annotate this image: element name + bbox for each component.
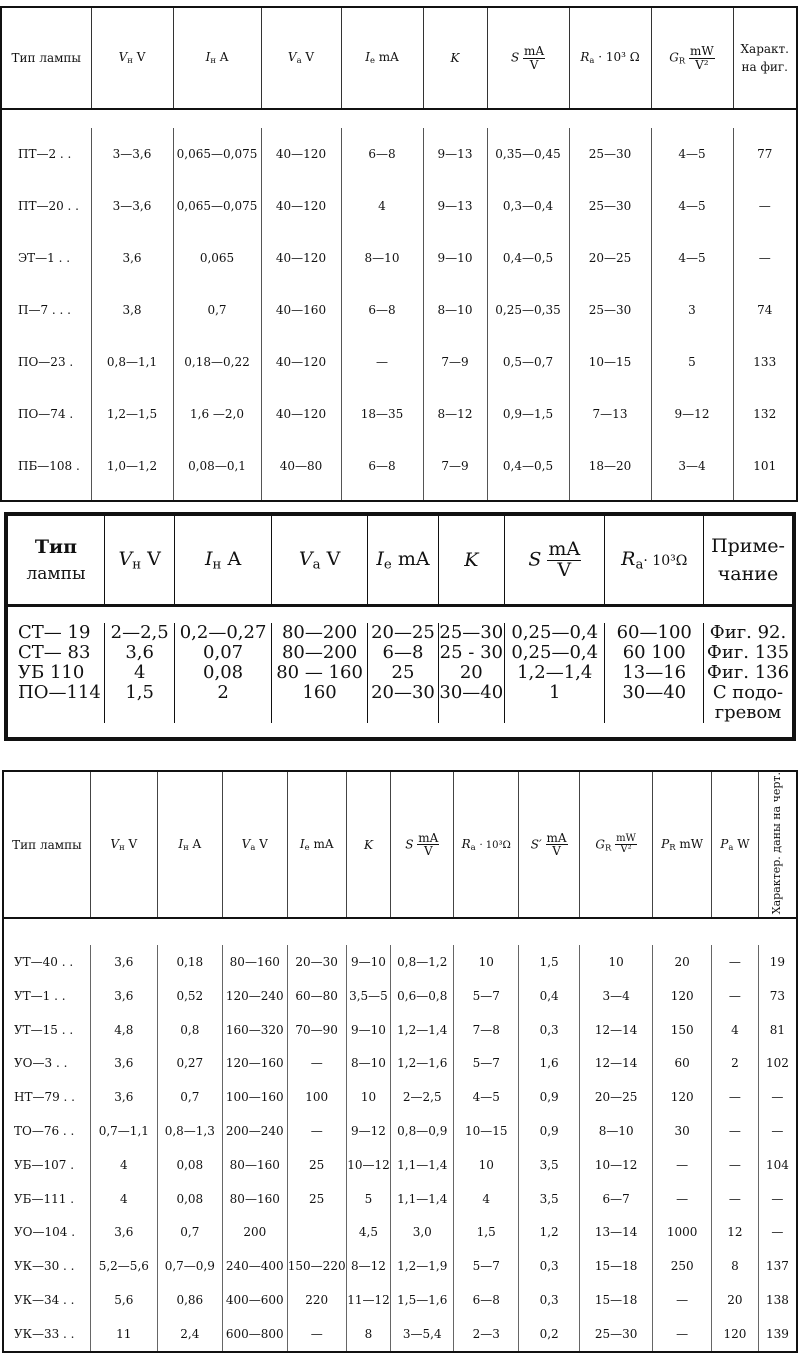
- table-cell: 3,5: [519, 1148, 580, 1182]
- header-lamp-type: Тип лампы: [3, 771, 90, 918]
- header-s: S $\frac{mA}{V}$: [391, 771, 454, 918]
- table-cell: 600—800: [222, 1317, 287, 1352]
- header-s: S $\frac{mA}{V}$: [504, 514, 605, 606]
- table-cell: 0,065—0,075: [173, 180, 261, 232]
- table-cell: 0,065: [173, 232, 261, 284]
- table-cell: —: [712, 1114, 759, 1148]
- table-cell: 0,7: [157, 1216, 222, 1250]
- table-cell: 9—13: [423, 128, 487, 180]
- table-cell: 25: [287, 1182, 346, 1216]
- lamp-type-cell: ПБ—108 .: [18, 459, 80, 473]
- table-cell: —: [758, 1080, 797, 1114]
- table-cell: 3—5,4: [391, 1317, 454, 1352]
- header-char-drawing: Характер. даны на черт.: [758, 771, 797, 918]
- table-cell: 138: [758, 1283, 797, 1317]
- table-cell: 6—8: [454, 1283, 519, 1317]
- table-cell: 200: [222, 1216, 287, 1250]
- table-cell: 20—25: [569, 232, 651, 284]
- table-cell: 5: [651, 336, 733, 388]
- table-cell: 9—12: [651, 388, 733, 440]
- table-cell: 8—12: [423, 388, 487, 440]
- table-cell: 139: [758, 1317, 797, 1352]
- lamp-type-cell: УТ—15 . .: [14, 1022, 74, 1037]
- table-cell: 150: [653, 1013, 712, 1047]
- table-cell: 4—5: [651, 180, 733, 232]
- table-cell: 9—13: [423, 180, 487, 232]
- header-k: K: [423, 7, 487, 109]
- table-row: [3, 1283, 797, 1317]
- table-cell: 6—8: [341, 284, 423, 336]
- table-row: [1, 180, 797, 232]
- table-cell: 0,8—1,2: [391, 945, 454, 979]
- header-pr: $P_R$ mW: [653, 771, 712, 918]
- table-cell: 1,2—1,6: [391, 1047, 454, 1081]
- header-vn: $V_н$ V: [91, 7, 173, 109]
- table-cell: 3,5—5: [346, 979, 391, 1013]
- table-cell: 3,8: [91, 284, 173, 336]
- table-cell: 3—4: [580, 979, 653, 1013]
- table-cell: 10—12: [346, 1148, 391, 1182]
- header-ie: $I_e$ mA: [368, 514, 438, 606]
- lamp-type-cell: ПТ—2 . .: [18, 147, 72, 161]
- table-cell: 0,08: [157, 1148, 222, 1182]
- table-cell: 60: [653, 1047, 712, 1081]
- table-cell: 3,6: [90, 1047, 157, 1081]
- table-cell: 4—5: [651, 128, 733, 180]
- table-cell: 80—160: [222, 945, 287, 979]
- table-cell: 40—120: [261, 232, 341, 284]
- header-ra: $R_a\cdot 10^3\Omega$: [605, 514, 704, 606]
- header-in: $I_н$ A: [175, 514, 271, 606]
- table-cell: 20: [712, 1283, 759, 1317]
- table-cell: 20—30: [287, 945, 346, 979]
- table-cell: 240—400: [222, 1249, 287, 1283]
- table-cell: 4,8: [90, 1013, 157, 1047]
- header-gr: $G_R$ $\frac{mW}{\text{V²}}$: [580, 771, 653, 918]
- table-cell: —: [733, 232, 797, 284]
- table-cell: —: [712, 979, 759, 1013]
- col-va: 80—200 80—200 80 — 160 160: [271, 623, 367, 723]
- lamp-type-cell: ЭТ—1 . .: [18, 251, 71, 265]
- table-cell: 120—160: [222, 1047, 287, 1081]
- lamp-type-cell: П—7 . . .: [18, 303, 71, 317]
- header-ra: $R_a \cdot 10^3\Omega$: [454, 771, 519, 918]
- table-cell: 0,7—0,9: [157, 1249, 222, 1283]
- table-cell: 2—2,5: [391, 1080, 454, 1114]
- header-gr: $G_R$ $\frac{mW}{\text{V²}}$: [651, 7, 733, 109]
- header-in: $I_н$ A: [173, 7, 261, 109]
- table-cell: 25—30: [569, 284, 651, 336]
- table-cell: 18—20: [569, 440, 651, 501]
- table-cell: 0,2: [519, 1317, 580, 1352]
- table-cell: 220: [287, 1283, 346, 1317]
- table-cell: 0,4—0,5: [487, 232, 569, 284]
- table-cell: 8—10: [580, 1114, 653, 1148]
- table-cell: 25—30: [580, 1317, 653, 1352]
- table-cell: —: [758, 1182, 797, 1216]
- table-cell: 0,7—1,1: [90, 1114, 157, 1148]
- table-cell: 60—80: [287, 979, 346, 1013]
- table-cell: 0,8—0,9: [391, 1114, 454, 1148]
- table-cell: 0,8—1,3: [157, 1114, 222, 1148]
- table-row: [1, 440, 797, 501]
- table-cell: 8—10: [341, 232, 423, 284]
- table-cell: 120: [653, 1080, 712, 1114]
- table-cell: 10: [346, 1080, 391, 1114]
- table-cell: —: [733, 180, 797, 232]
- table-cell: 0,9: [519, 1080, 580, 1114]
- table-cell: 0,08—0,1: [173, 440, 261, 501]
- table-cell: 0,4—0,5: [487, 440, 569, 501]
- table-cell: 7—13: [569, 388, 651, 440]
- table-cell: 9—12: [346, 1114, 391, 1148]
- table-cell: 120: [712, 1317, 759, 1352]
- table-cell: 3,6: [91, 232, 173, 284]
- lamp-type-cell: УК—34 . .: [14, 1293, 75, 1308]
- table-cell: 0,25—0,35: [487, 284, 569, 336]
- table-cell: 0,35—0,45: [487, 128, 569, 180]
- table-cell: —: [712, 1080, 759, 1114]
- table-cell: 7—9: [423, 440, 487, 501]
- table-cell: —: [653, 1148, 712, 1182]
- header-vn: $V_н$ V: [90, 771, 157, 918]
- table-cell: 8: [712, 1249, 759, 1283]
- lamp-type-cell: УБ—111 .: [14, 1191, 75, 1206]
- table-cell: 0,86: [157, 1283, 222, 1317]
- table-cell: 40—120: [261, 388, 341, 440]
- table-cell: 73: [758, 979, 797, 1013]
- col-in: 0,2—0,27 0,07 0,08 2: [175, 623, 271, 723]
- table-row: [3, 1114, 797, 1148]
- col-note: Фиг. 92. Фиг. 135 Фиг. 136 С подо- гревом: [703, 623, 794, 723]
- header-lamp-type: Тип лампы: [1, 7, 91, 109]
- table-cell: 80—160: [222, 1148, 287, 1182]
- table-row: [3, 945, 797, 979]
- table-cell: 9—10: [346, 945, 391, 979]
- lamp-type-cell: УО—3 . .: [14, 1056, 68, 1071]
- table-cell: 8: [346, 1317, 391, 1352]
- table-cell: 7—9: [423, 336, 487, 388]
- table-cell: 0,8—1,1: [91, 336, 173, 388]
- table-cell: 1,6 —2,0: [173, 388, 261, 440]
- header-s-prime: S′ $\frac{mA}{V}$: [519, 771, 580, 918]
- lamp-type-cell: ТО—76 . .: [14, 1124, 75, 1139]
- table-cell: 4—5: [454, 1080, 519, 1114]
- header-char-fig: Характ. на фиг.: [733, 7, 797, 109]
- table-cell: 6—8: [341, 128, 423, 180]
- table-cell: 3—4: [651, 440, 733, 501]
- table-cell: 0,18: [157, 945, 222, 979]
- table-cell: 120: [653, 979, 712, 1013]
- lamp-table-2: [4, 512, 796, 741]
- table-cell: 3—3,6: [91, 128, 173, 180]
- col-ie: 20—25 6—8 25 20—30: [368, 623, 438, 723]
- table-header-row: [6, 514, 794, 606]
- table-cell: —: [653, 1283, 712, 1317]
- table-cell: 9—10: [423, 232, 487, 284]
- table-cell: 11—12: [346, 1283, 391, 1317]
- table-cell: —: [758, 1114, 797, 1148]
- table-cell: 2—3: [454, 1317, 519, 1352]
- table-cell: [287, 1216, 346, 1250]
- header-k: K: [438, 514, 504, 606]
- table-cell: 7—8: [454, 1013, 519, 1047]
- lamp-type-cell: УК—33 . .: [14, 1326, 75, 1341]
- table-cell: 0,3: [519, 1013, 580, 1047]
- table-cell: 40—80: [261, 440, 341, 501]
- lamp-type-cell: УТ—40 . .: [14, 955, 74, 970]
- table-cell: 0,6—0,8: [391, 979, 454, 1013]
- lamp-type-cell: УБ—107 .: [14, 1157, 75, 1172]
- table-cell: 9—10: [346, 1013, 391, 1047]
- table-cell: 1,6: [519, 1047, 580, 1081]
- table-cell: 400—600: [222, 1283, 287, 1317]
- table-cell: 0,4: [519, 979, 580, 1013]
- table-cell: 10: [454, 945, 519, 979]
- table-cell: 137: [758, 1249, 797, 1283]
- table-cell: 2,4: [157, 1317, 222, 1352]
- table-cell: 133: [733, 336, 797, 388]
- table-cell: 8—10: [346, 1047, 391, 1081]
- table-cell: 10—15: [569, 336, 651, 388]
- table-cell: —: [287, 1317, 346, 1352]
- col-k: 25—30 25 - 30 20 30—40: [438, 623, 504, 723]
- lamp-type-cell: ПО—74 .: [18, 407, 74, 421]
- col-vn: 2—2,5 3,6 4 1,5: [105, 623, 175, 723]
- lamp-type-cell: НТ—79 . .: [14, 1090, 75, 1105]
- col-lamp-type: СТ— 19 СТ— 83 УБ 110 ПО—114: [18, 623, 101, 703]
- table-cell: 4: [454, 1182, 519, 1216]
- table-cell: 5,6: [90, 1283, 157, 1317]
- table-cell: 3,0: [391, 1216, 454, 1250]
- header-in: $I_н$ A: [157, 771, 222, 918]
- table-cell: 200—240: [222, 1114, 287, 1148]
- table-row: [3, 979, 797, 1013]
- table-cell: —: [287, 1047, 346, 1081]
- table-cell: 0,9: [519, 1114, 580, 1148]
- table-cell: 0,5—0,7: [487, 336, 569, 388]
- table-cell: 40—120: [261, 180, 341, 232]
- table-cell: 5: [346, 1182, 391, 1216]
- table-cell: 12: [712, 1216, 759, 1250]
- table-cell: 81: [758, 1013, 797, 1047]
- table-cell: 3,6: [90, 945, 157, 979]
- table-cell: 5—7: [454, 1047, 519, 1081]
- table-row: [3, 1249, 797, 1283]
- table-cell: 4—5: [651, 232, 733, 284]
- lamp-type-cell: УК—30 . .: [14, 1259, 75, 1274]
- table-row: [3, 1182, 797, 1216]
- table-row: [6, 623, 794, 723]
- table-cell: 0,8: [157, 1013, 222, 1047]
- table-cell: 80—160: [222, 1182, 287, 1216]
- table-cell: 0,7: [173, 284, 261, 336]
- lamp-type-cell: УО—104 .: [14, 1225, 76, 1240]
- table-row: [3, 1317, 797, 1352]
- table-cell: 20: [653, 945, 712, 979]
- header-pa: $P_a$ W: [712, 771, 759, 918]
- table-cell: 6—8: [341, 440, 423, 501]
- table-cell: 5—7: [454, 1249, 519, 1283]
- table-cell: 15—18: [580, 1249, 653, 1283]
- table-cell: 1,2—1,5: [91, 388, 173, 440]
- table-cell: 1,5—1,6: [391, 1283, 454, 1317]
- table-cell: 0,08: [157, 1182, 222, 1216]
- table-cell: 11: [90, 1317, 157, 1352]
- table-cell: —: [712, 1148, 759, 1182]
- table-header-row: [3, 771, 797, 918]
- table-cell: —: [712, 945, 759, 979]
- table-cell: 6—7: [580, 1182, 653, 1216]
- table-cell: —: [712, 1182, 759, 1216]
- table-row: [3, 1047, 797, 1081]
- table-cell: 19: [758, 945, 797, 979]
- table-cell: —: [287, 1114, 346, 1148]
- table-cell: 3,6: [90, 979, 157, 1013]
- table-cell: 3,5: [519, 1182, 580, 1216]
- table-cell: 3,6: [90, 1080, 157, 1114]
- table-cell: 1,5: [519, 945, 580, 979]
- table-cell: 4: [341, 180, 423, 232]
- table-cell: 12—14: [580, 1013, 653, 1047]
- table-cell: 1,2: [519, 1216, 580, 1250]
- table-row: [3, 1013, 797, 1047]
- table-cell: 1,2—1,9: [391, 1249, 454, 1283]
- header-ie: $I_e$ mA: [287, 771, 346, 918]
- table-row: [3, 1148, 797, 1182]
- table-cell: 13—14: [580, 1216, 653, 1250]
- table-cell: 8—12: [346, 1249, 391, 1283]
- table-cell: 0,27: [157, 1047, 222, 1081]
- table-cell: —: [653, 1317, 712, 1352]
- table-cell: 0,3—0,4: [487, 180, 569, 232]
- table-cell: 77: [733, 128, 797, 180]
- table-cell: 0,9—1,5: [487, 388, 569, 440]
- table-cell: 18—35: [341, 388, 423, 440]
- table-cell: 100: [287, 1080, 346, 1114]
- table-cell: 0,3: [519, 1249, 580, 1283]
- header-va: $V_a$ V: [222, 771, 287, 918]
- table-cell: 74: [733, 284, 797, 336]
- table-cell: —: [758, 1216, 797, 1250]
- table-cell: 160—320: [222, 1013, 287, 1047]
- table-cell: 12—14: [580, 1047, 653, 1081]
- header-note: Приме- чание: [703, 514, 794, 606]
- table-cell: 2: [712, 1047, 759, 1081]
- lamp-table-3: [2, 770, 798, 1353]
- table-cell: 132: [733, 388, 797, 440]
- table-cell: 0,065—0,075: [173, 128, 261, 180]
- header-s: S $\frac{mA}{V}$: [487, 7, 569, 109]
- table-cell: 120—240: [222, 979, 287, 1013]
- table-cell: 102: [758, 1047, 797, 1081]
- table-cell: 1,5: [454, 1216, 519, 1250]
- table-cell: 10: [580, 945, 653, 979]
- table-cell: 1,1—1,4: [391, 1148, 454, 1182]
- table-cell: 20—25: [580, 1080, 653, 1114]
- table-cell: 10—15: [454, 1114, 519, 1148]
- table-row: [3, 1080, 797, 1114]
- table-cell: 40—120: [261, 128, 341, 180]
- table-cell: 0,18—0,22: [173, 336, 261, 388]
- table-cell: 4,5: [346, 1216, 391, 1250]
- table-cell: 0,3: [519, 1283, 580, 1317]
- table-cell: 5,2—5,6: [90, 1249, 157, 1283]
- table-cell: 10: [454, 1148, 519, 1182]
- table-cell: 3: [651, 284, 733, 336]
- table-cell: 4: [712, 1013, 759, 1047]
- lamp-type-cell: ПТ—20 . .: [18, 199, 79, 213]
- lamp-type-cell: УТ—1 . .: [14, 988, 66, 1003]
- lamp-type-cell: ПО—23 .: [18, 355, 74, 369]
- table-cell: 104: [758, 1148, 797, 1182]
- header-ra: $R_a \cdot 10^3$ Ω: [569, 7, 651, 109]
- table-cell: 250: [653, 1249, 712, 1283]
- header-k: K: [346, 771, 391, 918]
- header-lamp-type: Тип лампы: [6, 514, 105, 606]
- header-va: $V_a$ V: [271, 514, 367, 606]
- table-cell: 25: [287, 1148, 346, 1182]
- table-cell: 8—10: [423, 284, 487, 336]
- table-cell: 10—12: [580, 1148, 653, 1182]
- table-row: [1, 336, 797, 388]
- table-row: [1, 232, 797, 284]
- table-cell: —: [341, 336, 423, 388]
- table-cell: 4: [90, 1148, 157, 1182]
- table-cell: 25—30: [569, 180, 651, 232]
- table-row: [1, 284, 797, 336]
- table-row: [3, 1216, 797, 1250]
- table-cell: 25—30: [569, 128, 651, 180]
- table-cell: 101: [733, 440, 797, 501]
- header-vn: $V_н$ V: [105, 514, 175, 606]
- table-cell: 1000: [653, 1216, 712, 1250]
- table-header-row: [1, 7, 797, 109]
- table-cell: 1,0—1,2: [91, 440, 173, 501]
- table-cell: 1,2—1,4: [391, 1013, 454, 1047]
- table-cell: —: [653, 1182, 712, 1216]
- table-cell: 5—7: [454, 979, 519, 1013]
- col-s: 0,25—0,4 0,25—0,4 1,2—1,4 1: [504, 623, 605, 723]
- table-cell: 40—160: [261, 284, 341, 336]
- header-ie: $I_e$ mA: [341, 7, 423, 109]
- table-cell: 0,7: [157, 1080, 222, 1114]
- table-cell: 70—90: [287, 1013, 346, 1047]
- lamp-table-1: [0, 6, 798, 502]
- table-cell: 3,6: [90, 1216, 157, 1250]
- table-cell: 15—18: [580, 1283, 653, 1317]
- table-row: [1, 388, 797, 440]
- table-cell: 30: [653, 1114, 712, 1148]
- table-cell: 4: [90, 1182, 157, 1216]
- table-cell: 100—160: [222, 1080, 287, 1114]
- table-cell: 1,1—1,4: [391, 1182, 454, 1216]
- table-cell: 3—3,6: [91, 180, 173, 232]
- col-ra: 60—100 60 100 13—16 30—40: [605, 623, 704, 723]
- table-cell: 0,52: [157, 979, 222, 1013]
- table-cell: 150—220: [287, 1249, 346, 1283]
- table-cell: 40—120: [261, 336, 341, 388]
- table-row: [1, 128, 797, 180]
- header-va: $V_a$ V: [261, 7, 341, 109]
